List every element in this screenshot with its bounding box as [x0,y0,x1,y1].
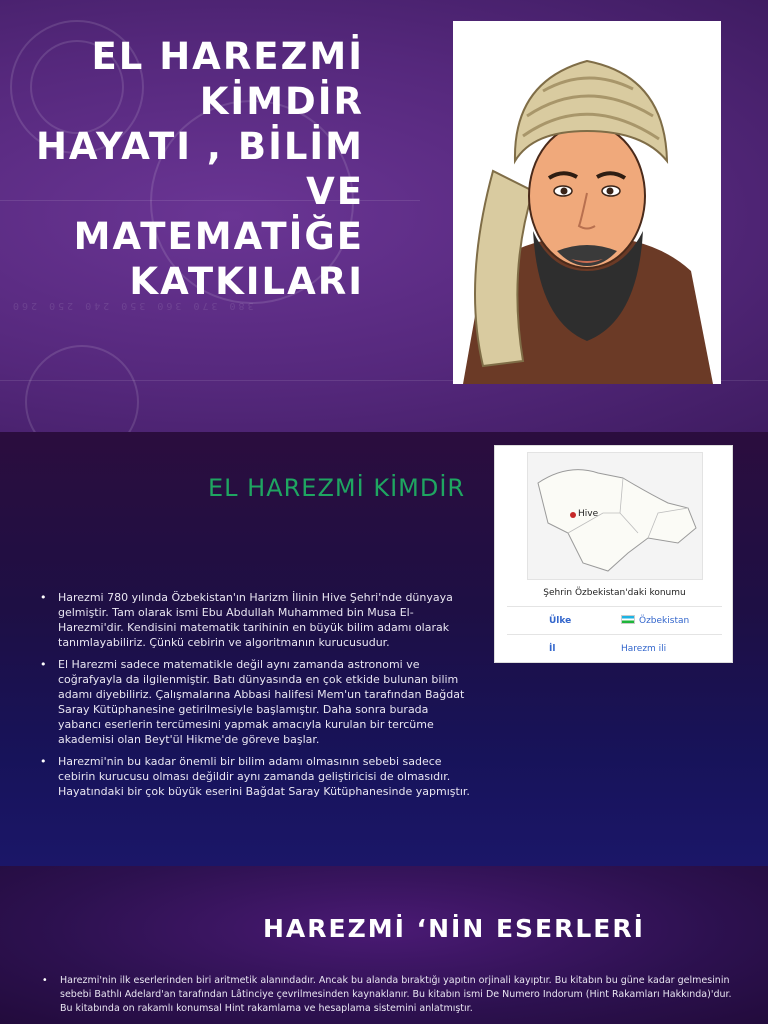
map-illustration [528,453,702,579]
map-caption: Şehrin Özbekistan'daki konumu [543,588,686,598]
row-value-link[interactable] [621,607,689,635]
title-line: KATKILARI [129,260,364,303]
title-line: KİMDİR [199,80,364,123]
slide-biography [0,432,768,866]
uzbekistan-map [527,452,703,580]
map-info-row [507,634,722,663]
row-value-link[interactable]: Harezm ili [621,644,667,654]
row-key: İl [549,644,556,654]
list-item: • Harezmi 780 yılında Özbekistan'ın Harizm İlinin Hive Şehri'nde dünyaya gelmiştir. Tam olarak ismi Ebu Abdullah Muhammed bin Musa El-Harezmi'dir. Kendisini matematik tarihinin en büyük bilim adamı olarak tanımlayabiliriz. Çünkü cebirin ve algoritmanın kurucusudur. [40,590,470,650]
slide-biography-heading: EL HAREZMİ KİMDİR [208,474,466,502]
title-line: MATEMATİĞE [73,215,364,258]
slide-title [0,0,768,432]
works-bullet-list [42,974,742,1023]
map-city-label: Hive [578,509,599,519]
row-value: Özbekistan [639,616,690,626]
slide-works-heading: HAREZMİ ‘NİN ESERLERİ [263,914,645,943]
city-marker-icon [570,512,576,518]
slide-works [0,866,768,1024]
title-line: EL HAREZMİ [91,35,364,78]
scholar-portrait-illustration [453,21,721,384]
location-map-card [494,445,733,663]
list-item: • Harezmi'nin bu kadar önemli bir bilim adamı olmasının sebebi sadece cebirin kurucusu olması değildir aynı zamanda geliştiricisi de olmasıdır. Hayatındaki bir çok büyük eserini Bağdat Saray Kütüphanesinde yapmıştır. [40,754,470,799]
biography-bullet-list [40,590,470,806]
title-line: HAYATI , BİLİM [35,125,364,168]
list-item: • El Harezmi sadece matematikle değil aynı zamanda astronomi ve coğrafyayla da ilgilenmiştir. Batı dünyasında en çok etkide bulunan bilim adamı diyebiliriz. Çalışmalarına Abbasi halifesi Mem'un tarafından Bağdat Saray Kütüphanesine getirilmesiyle başlamıştır. Daha sonra burada yabancı eserlerin tercümesini yapmak amacıyla kurulan bir tercüme akademisi olan Beyt'ül Hikme'de göreve başlar. [40,657,470,747]
row-key: Ülke [549,616,572,626]
portrait-image [453,21,721,384]
decor-scale-text: 380 370 360 350 240 250 260 [10,300,254,311]
title-line: VE [306,170,364,213]
map-info-row [507,606,722,635]
list-item: • Harezmi'nin ilk eserlerinden biri aritmetik alanındadır. Ancak bu alanda bıraktığı yapıtın orjinali kayıptır. Bu kitabın bu güne kadar gelmesinin sebebi Bathlı Adelard'an tarafından Lâtinciye çevrilmesinden kaynaklanır. Bu kitabın ismi De Numero Indorum (Hint Rakamları Hakkında)'dur. Bu kitabında on rakamlı konumsal Hint rakamlama ve hesaplama sistemini anlatmıştır. [42,974,742,1016]
decor-ring [25,345,139,432]
slide-title-heading [0,34,364,304]
uzbekistan-flag-icon [621,615,635,624]
